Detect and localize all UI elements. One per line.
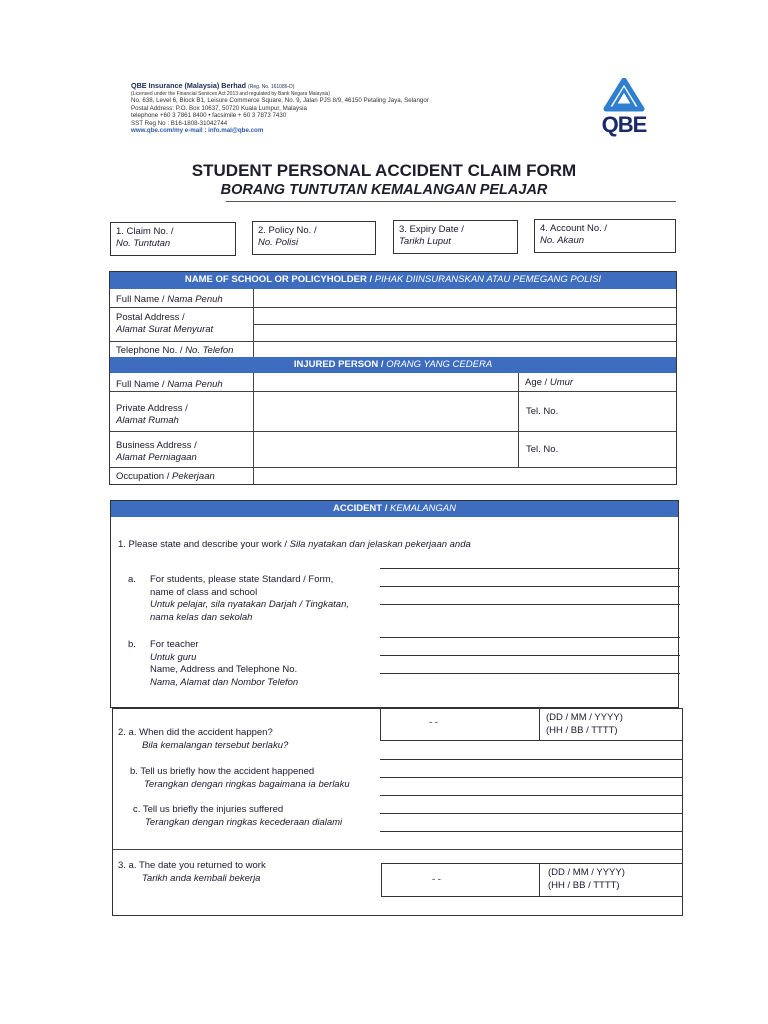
- injured-private-address-field[interactable]: [254, 392, 518, 431]
- q2b-line-1[interactable]: [380, 759, 682, 760]
- company-info: [131, 82, 461, 134]
- injured-occupation-field[interactable]: [254, 468, 676, 484]
- injured-business-tel-label: Tel. No.: [526, 444, 559, 455]
- injured-business-address-field[interactable]: [254, 432, 518, 467]
- q1b-line-1[interactable]: [380, 637, 680, 638]
- q1b-line-2[interactable]: [380, 655, 680, 656]
- form-title: STUDENT PERSONAL ACCIDENT CLAIM FORM: [191, 161, 577, 180]
- q2-date-field[interactable]: [380, 709, 539, 741]
- form-subtitle: BORANG TUNTUTAN KEMALANGAN PELAJAR: [220, 182, 548, 198]
- account-no-box[interactable]: [534, 219, 676, 253]
- qbe-logo: [598, 78, 650, 140]
- company-postal-address: Postal Address: P.O. Box 10637, 50720 Kuala Lumpur, Malaysia: [131, 104, 307, 112]
- policy-no-box[interactable]: [252, 221, 376, 255]
- injured-private-address-label: Private Address / Alamat Rumah: [116, 403, 188, 426]
- policyholder-section-header: NAME OF SCHOOL OR POLICYHOLDER / PIHAK DIINSURANSKAN ATAU PEMEGANG POLISI: [110, 272, 676, 289]
- q1a-line-2[interactable]: [380, 586, 680, 587]
- q1a-label: For students, please state Standard / Form, name of class and school Untuk pelajar, sila nyatakan Darjah / Tingkatan, nama kelas dan sekolah: [150, 574, 349, 623]
- policyholder-postal-address-label: Postal Address / Alamat Surat Menyurat: [116, 312, 214, 335]
- q1b-label: For teacher Untuk guru Name, Address and Telephone No. Nama, Alamat dan Nombor Telefon: [150, 639, 299, 688]
- q2b-line-2[interactable]: [380, 777, 682, 778]
- account-no-label: 4. Account No. /: [540, 223, 608, 234]
- claim-no-label-ms: No. Tuntutan: [116, 238, 171, 249]
- q2-date-separators: - -: [429, 717, 438, 728]
- q2b-line-3[interactable]: [380, 795, 682, 796]
- q2-date-format: (DD / MM / YYYY) (HH / BB / TTTT): [546, 712, 623, 736]
- policy-no-label: 2. Policy No. /: [258, 225, 317, 236]
- injured-full-name-label: Full Name / Nama Penuh: [116, 379, 223, 390]
- accident-section-header: ACCIDENT / KEMALANGAN: [111, 501, 678, 517]
- q3-date-format: (DD / MM / YYYY) (HH / BB / TTTT): [548, 867, 625, 891]
- policyholder-telephone-field[interactable]: [254, 342, 676, 357]
- q1b-letter: b.: [128, 639, 136, 650]
- q2c-label: c. Tell us briefly the injuries suffered Terangkan dengan ringkas kecederaan dialami: [133, 804, 343, 828]
- q1a-line-3[interactable]: [380, 604, 680, 605]
- injured-age-label: Age / Umur: [525, 377, 574, 388]
- policy-no-label-ms: No. Polisi: [258, 237, 299, 248]
- company-address: No. 638, Level 6, Block B1, Leisure Commerce Square, No. 9, Jalan PJS 8/9, 46150 Petaling Jaya, Selangor: [131, 97, 429, 105]
- account-no-label-ms: No. Akaun: [540, 235, 585, 246]
- title-divider: [226, 201, 676, 202]
- claim-no-box[interactable]: [110, 222, 236, 256]
- company-telephone: telephone +60 3 7861 8400 • facsimile + 60 3 7873 7430: [131, 112, 287, 120]
- company-name: QBE Insurance (Malaysia) Berhad (Reg. No. 161086-D): [131, 81, 295, 90]
- qbe-logo-icon: [598, 78, 650, 112]
- policyholder-full-name-label: Full Name / Nama Penuh: [116, 294, 223, 305]
- injured-business-address-label: Business Address / Alamat Perniagaan: [116, 440, 197, 463]
- q1a-letter: a.: [128, 574, 136, 585]
- q1-label: 1. Please state and describe your work / Sila nyatakan dan jelaskan pekerjaan anda: [118, 539, 471, 550]
- q3-date-format-box: [539, 863, 682, 897]
- expiry-date-label-ms: Tarikh Luput: [399, 236, 451, 247]
- logo-text: QBE: [601, 112, 647, 137]
- q2c-line-1[interactable]: [380, 813, 682, 814]
- q3-date-field[interactable]: [381, 863, 540, 897]
- expiry-date-label: 3. Expiry Date /: [399, 224, 464, 235]
- injured-occupation-label: Occupation / Pekerjaan: [116, 471, 215, 482]
- q2-date-format-box: [539, 709, 682, 741]
- q2b-label: b. Tell us briefly how the accident happened Terangkan dengan ringkas bagaimana ia berlaku: [130, 766, 350, 790]
- policyholder-postal-address-field[interactable]: [254, 308, 676, 341]
- policyholder-full-name-field[interactable]: [254, 290, 676, 307]
- company-licensed: (Licensed under the Financial Services Act 2013 and regulated by Bank Negara Malaysia): [131, 91, 331, 98]
- q1b-line-3[interactable]: [380, 673, 680, 674]
- q1a-line-1[interactable]: [380, 568, 680, 569]
- company-web: www.qbe.com/my e-mail : info.mal@qbe.com: [131, 127, 264, 135]
- q2c-line-2[interactable]: [380, 831, 682, 832]
- injured-full-name-field[interactable]: [254, 374, 518, 391]
- expiry-date-box[interactable]: [393, 220, 518, 254]
- claim-no-label: 1. Claim No. /: [116, 226, 174, 237]
- injured-private-tel-label: Tel. No.: [526, 406, 559, 417]
- company-sst: SST Reg No : B16-1808-31042744: [131, 119, 228, 127]
- q3a-label: 3. a. The date you returned to work Tarikh anda kembali bekerja: [118, 860, 266, 884]
- policyholder-telephone-label: Telephone No. / No. Telefon: [116, 345, 234, 356]
- injured-person-section-header: INJURED PERSON / ORANG YANG CEDERA: [110, 357, 676, 373]
- q2a-label: 2. a. When did the accident happen? Bila kemalangan tersebut berlaku?: [118, 727, 289, 751]
- q3-date-separators: - -: [432, 874, 441, 885]
